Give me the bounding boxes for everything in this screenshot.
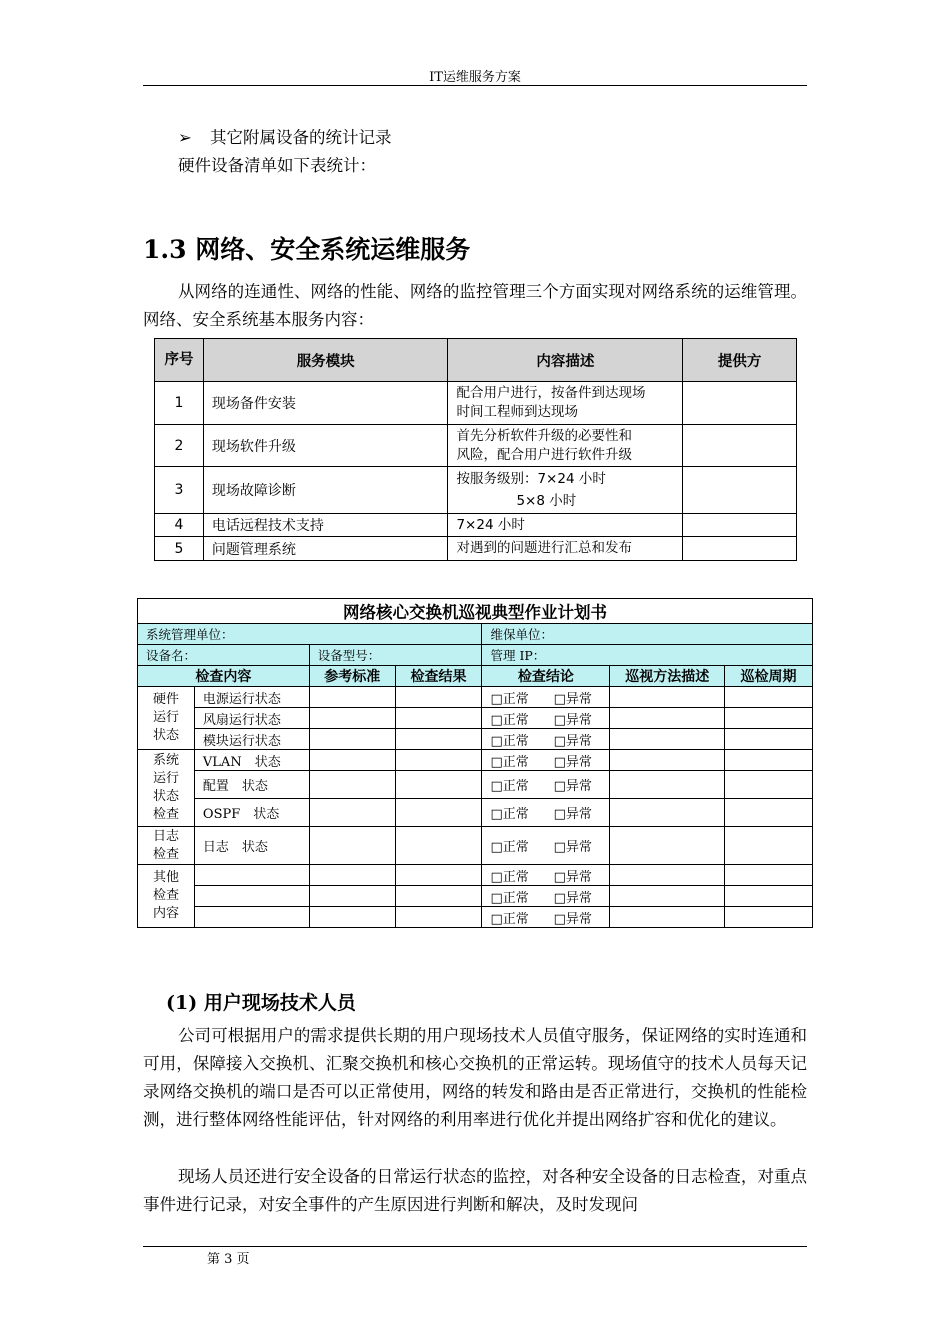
intro-line: 硬件设备清单如下表统计： [178, 156, 376, 175]
row-module: 现场故障诊断 [203, 467, 448, 514]
category-system: 系统 运行 状态 检查 [138, 750, 195, 827]
row-desc: 对遇到的问题进行汇总和发布 [448, 537, 683, 561]
check-item: 配置 状态 [194, 771, 309, 799]
table-row [155, 425, 797, 467]
row-provider [683, 514, 797, 537]
cycle-cell [725, 708, 813, 729]
bullet-item [178, 124, 392, 152]
row-module: 电话远程技术支持 [203, 514, 448, 537]
abnormal-checkbox[interactable]: □异常 [553, 754, 592, 770]
check-item: 风扇运行状态 [194, 708, 309, 729]
category-other: 其他 检查 内容 [138, 865, 195, 928]
row-num: 1 [155, 382, 204, 425]
maint-label: 维保单位： [482, 624, 813, 645]
row-provider [683, 467, 797, 514]
standard-cell [309, 886, 395, 907]
page-number: 第 3 页 [207, 1252, 250, 1267]
bullet-text: 其它附属设备的统计记录 [210, 128, 392, 147]
bullet-arrow-icon: ➢ [178, 128, 192, 147]
row-module: 问题管理系统 [203, 537, 448, 561]
row-num: 4 [155, 514, 204, 537]
abnormal-checkbox[interactable]: □异常 [553, 911, 592, 927]
row-desc: 首先分析软件升级的必要性和 风险，配合用户进行软件升级 [448, 425, 683, 467]
check-item [194, 886, 309, 907]
standard-cell [309, 687, 395, 708]
check-item: 电源运行状态 [194, 687, 309, 708]
normal-checkbox[interactable]: □正常 [490, 890, 529, 906]
cycle-cell [725, 771, 813, 799]
conclusion-cell [482, 886, 610, 907]
col-header-module: 服务模块 [203, 339, 448, 382]
standard-cell [309, 750, 395, 771]
standard-cell [309, 708, 395, 729]
conclusion-cell [482, 708, 610, 729]
row-desc: 7×24 小时 [448, 514, 683, 537]
result-cell [395, 907, 482, 928]
conclusion-cell [482, 865, 610, 886]
col-header-desc: 内容描述 [448, 339, 683, 382]
cycle-cell [725, 729, 813, 750]
header-rule [143, 85, 807, 86]
unit-label: 系统管理单位： [138, 624, 482, 645]
service-table-header [155, 339, 797, 382]
conclusion-cell [482, 907, 610, 928]
method-cell [610, 687, 725, 708]
result-cell [395, 865, 482, 886]
row-module: 现场备件安装 [203, 382, 448, 425]
col-header-method: 巡视方法描述 [610, 666, 725, 687]
conclusion-cell [482, 729, 610, 750]
standard-cell [309, 771, 395, 799]
cycle-cell [725, 886, 813, 907]
cycle-cell [725, 827, 813, 865]
row-num: 3 [155, 467, 204, 514]
check-item: OSPF 状态 [194, 799, 309, 827]
result-cell [395, 827, 482, 865]
result-cell [395, 729, 482, 750]
standard-cell [309, 799, 395, 827]
result-cell [395, 799, 482, 827]
header-title: IT运维服务方案 [429, 70, 521, 85]
row-provider [683, 382, 797, 425]
footer-rule [143, 1246, 807, 1247]
abnormal-checkbox[interactable]: □异常 [553, 890, 592, 906]
ip-label: 管理 IP： [482, 645, 813, 666]
row-provider [683, 425, 797, 467]
normal-checkbox[interactable]: □正常 [490, 807, 529, 822]
abnormal-checkbox[interactable]: □异常 [553, 712, 592, 728]
service-table [154, 338, 797, 561]
abnormal-checkbox[interactable]: □异常 [553, 691, 592, 707]
method-cell [610, 729, 725, 750]
col-header-content: 检查内容 [138, 666, 310, 687]
result-cell [395, 687, 482, 708]
inspection-plan-table [137, 598, 813, 928]
method-cell [610, 886, 725, 907]
row-module: 现场软件升级 [203, 425, 448, 467]
col-header-standard: 参考标准 [309, 666, 395, 687]
conclusion-cell [482, 687, 610, 708]
cycle-cell [725, 799, 813, 827]
method-cell [610, 750, 725, 771]
paragraph-1: 从网络的连通性、网络的性能、网络的监控管理三个方面实现对网络系统的运维管理。网络、安全系统基本服务内容： [143, 282, 807, 329]
row-num: 2 [155, 425, 204, 467]
category-hardware: 硬件 运行 状态 [138, 687, 195, 750]
abnormal-checkbox[interactable]: □异常 [553, 807, 592, 822]
normal-checkbox[interactable]: □正常 [490, 712, 529, 728]
col-header-num: 序号 [155, 339, 204, 382]
subsection-heading: (1) 用户现场技术人员 [166, 992, 356, 1014]
check-item: VLAN 状态 [194, 750, 309, 771]
method-cell [610, 907, 725, 928]
result-cell [395, 750, 482, 771]
col-header-conclusion: 检查结论 [482, 666, 610, 687]
standard-cell [309, 827, 395, 865]
col-header-cycle: 巡检周期 [725, 666, 813, 687]
inspection-title: 网络核心交换机巡视典型作业计划书 [138, 599, 813, 624]
conclusion-cell [482, 771, 610, 799]
cycle-cell [725, 865, 813, 886]
abnormal-checkbox[interactable]: □异常 [553, 840, 592, 855]
conclusion-cell [482, 827, 610, 865]
row-desc: 按服务级别：7×24 小时 5×8 小时 [448, 467, 683, 514]
table-row [155, 382, 797, 425]
method-cell [610, 865, 725, 886]
method-cell [610, 708, 725, 729]
normal-checkbox[interactable]: □正常 [490, 840, 529, 855]
check-item: 日志 状态 [194, 827, 309, 865]
normal-checkbox[interactable]: □正常 [490, 779, 529, 794]
col-header-provider: 提供方 [683, 339, 797, 382]
check-item [194, 865, 309, 886]
abnormal-checkbox[interactable]: □异常 [553, 733, 592, 749]
cycle-cell [725, 750, 813, 771]
method-cell [610, 799, 725, 827]
normal-checkbox[interactable]: □正常 [490, 733, 529, 749]
paragraph-3: 现场人员还进行安全设备的日常运行状态的监控，对各种安全设备的日志检查，对重点事件进行记录，对安全事件的产生原因进行判断和解决，及时发现问 [143, 1167, 807, 1214]
cycle-cell [725, 687, 813, 708]
normal-checkbox[interactable]: □正常 [490, 911, 529, 927]
normal-checkbox[interactable]: □正常 [490, 869, 529, 885]
cycle-cell [725, 907, 813, 928]
section-heading: 1.3 网络、安全系统运维服务 [143, 235, 471, 264]
check-item [194, 907, 309, 928]
paragraph-2: 公司可根据用户的需求提供长期的用户现场技术人员值守服务，保证网络的实时连通和可用，保障接入交换机、汇聚交换机和核心交换机的正常运转。现场值守的技术人员每天记录网络交换机的端口是否可以正常使用，网络的转发和路由是否正常进行，交换机的性能检测，进行整体网络性能评估，针对网络的利用率进行优化并提出网络扩容和优化的建议。 [143, 1026, 807, 1129]
normal-checkbox[interactable]: □正常 [490, 691, 529, 707]
result-cell [395, 771, 482, 799]
device-label: 设备名： [138, 645, 310, 666]
standard-cell [309, 907, 395, 928]
standard-cell [309, 865, 395, 886]
conclusion-cell [482, 799, 610, 827]
method-cell [610, 827, 725, 865]
result-cell [395, 708, 482, 729]
table-row [155, 514, 797, 537]
table-row [155, 467, 797, 514]
row-provider [683, 537, 797, 561]
result-cell [395, 886, 482, 907]
row-num: 5 [155, 537, 204, 561]
abnormal-checkbox[interactable]: □异常 [553, 869, 592, 885]
check-item: 模块运行状态 [194, 729, 309, 750]
category-log: 日志 检查 [138, 827, 195, 865]
method-cell [610, 771, 725, 799]
conclusion-cell [482, 750, 610, 771]
standard-cell [309, 729, 395, 750]
row-desc: 配合用户进行，按备件到达现场 时间工程师到达现场 [448, 382, 683, 425]
abnormal-checkbox[interactable]: □异常 [553, 779, 592, 794]
table-row [155, 537, 797, 561]
col-header-result: 检查结果 [395, 666, 482, 687]
model-label: 设备型号： [309, 645, 482, 666]
normal-checkbox[interactable]: □正常 [490, 754, 529, 770]
